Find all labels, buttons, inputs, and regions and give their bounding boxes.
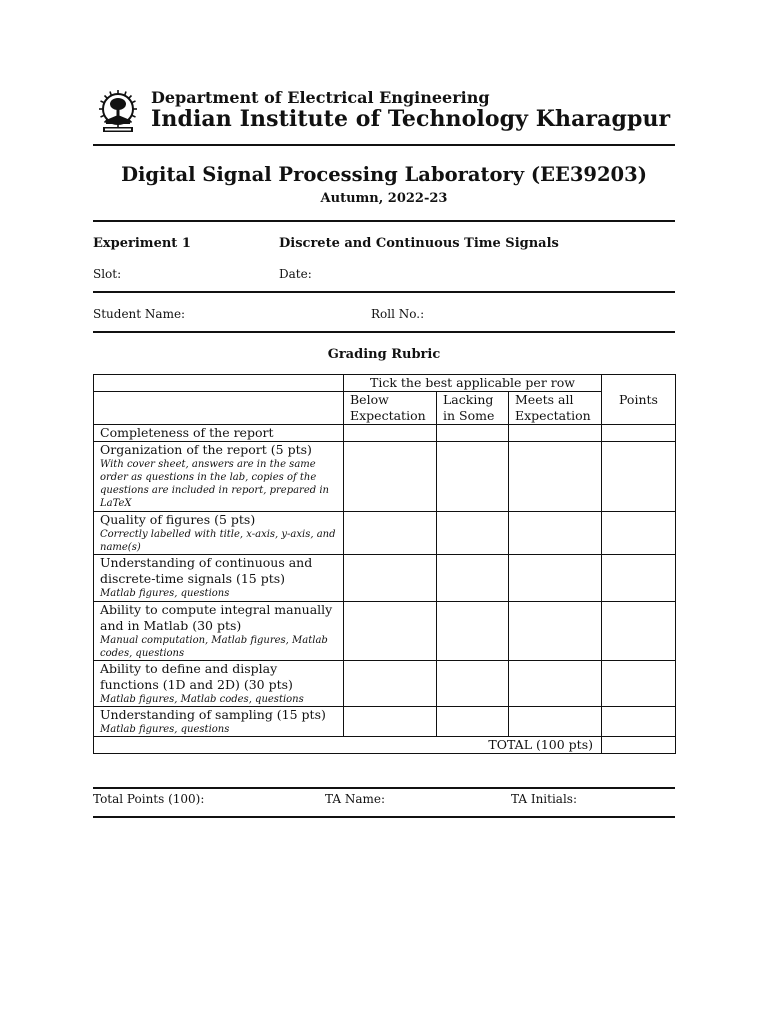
tick-cell-below[interactable] (344, 442, 437, 512)
criterion-description: Manual computation, Matlab figures, Matlab codes, questions (100, 635, 328, 659)
criterion-cell (94, 555, 344, 602)
criterion-title: Ability to compute integral manually and in Matlab (30 pts) (100, 602, 333, 633)
criterion-description: Matlab figures, questions (100, 588, 230, 599)
experiment-label: Experiment 1 (93, 236, 191, 251)
rubric-criterion-row (94, 661, 676, 707)
tick-cell-below[interactable] (344, 707, 437, 737)
criterion-cell (94, 425, 344, 442)
criterion-title: Completeness of the report (100, 425, 274, 440)
criterion-cell (94, 442, 344, 512)
grading-rubric-table (93, 374, 676, 754)
column-header-meets-all-expectation: Meets all Expectation (509, 392, 602, 425)
course-term: Autumn, 2022-23 (320, 191, 448, 206)
criterion-cell (94, 512, 344, 555)
tick-cell-below[interactable] (344, 512, 437, 555)
course-title: Digital Signal Processing Laboratory (EE39203) (121, 163, 647, 186)
tick-cell-lacking[interactable] (437, 602, 509, 661)
tick-cell-lacking[interactable] (437, 425, 509, 442)
criterion-description: With cover sheet, answers are in the same order as questions in the lab, copies of the questions are included in report, prepared in LaTeX (100, 459, 329, 509)
student-name-label: Student Name: (93, 307, 186, 321)
criterion-title: Ability to define and display functions (1D and 2D) (30 pts) (100, 661, 293, 692)
criterion-description: Matlab figures, Matlab codes, questions (100, 694, 304, 705)
empty-header-cell (94, 375, 344, 392)
criterion-title: Organization of the report (5 pts) (100, 442, 312, 457)
points-cell[interactable] (602, 555, 676, 602)
date-label: Date: (279, 267, 312, 281)
divider (93, 787, 675, 789)
rubric-criterion-row (94, 602, 676, 661)
slot-label: Slot: (93, 267, 122, 281)
total-points-label: Total Points (100): (93, 792, 205, 806)
tick-cell-lacking[interactable] (437, 707, 509, 737)
tick-instruction-header: Tick the best applicable per row (344, 375, 602, 392)
tick-cell-below[interactable] (344, 602, 437, 661)
iit-kharagpur-emblem-icon (94, 87, 142, 135)
rubric-title: Grading Rubric (327, 347, 441, 362)
rubric-criterion-row (94, 425, 676, 442)
points-cell[interactable] (602, 425, 676, 442)
tick-cell-below[interactable] (344, 425, 437, 442)
rubric-criterion-row (94, 707, 676, 737)
rubric-criterion-row (94, 555, 676, 602)
points-cell[interactable] (602, 661, 676, 707)
total-points-cell[interactable] (602, 737, 676, 754)
divider (93, 331, 675, 333)
tick-cell-lacking[interactable] (437, 555, 509, 602)
criterion-title: Understanding of sampling (15 pts) (100, 707, 326, 722)
tick-cell-lacking[interactable] (437, 512, 509, 555)
tick-cell-meets[interactable] (509, 512, 602, 555)
criterion-cell (94, 661, 344, 707)
criterion-description: Matlab figures, questions (100, 724, 230, 735)
ta-name-label: TA Name: (325, 792, 386, 806)
rubric-criterion-row (94, 512, 676, 555)
institute-name: Indian Institute of Technology Kharagpur (151, 106, 671, 132)
tick-cell-meets[interactable] (509, 707, 602, 737)
tick-cell-lacking[interactable] (437, 442, 509, 512)
tick-cell-below[interactable] (344, 661, 437, 707)
rubric-criterion-row (94, 442, 676, 512)
tick-cell-meets[interactable] (509, 555, 602, 602)
points-cell[interactable] (602, 512, 676, 555)
rubric-header-row (94, 375, 676, 392)
roll-number-label: Roll No.: (371, 307, 425, 321)
divider (93, 220, 675, 222)
tick-cell-lacking[interactable] (437, 661, 509, 707)
points-cell[interactable] (602, 602, 676, 661)
criterion-cell (94, 707, 344, 737)
criterion-cell (94, 602, 344, 661)
tick-cell-meets[interactable] (509, 442, 602, 512)
column-header-lacking-in-some: Lacking in Some (437, 392, 509, 425)
column-header-below-expectation: Below Expectation (344, 392, 437, 425)
empty-header-cell (94, 392, 344, 425)
criterion-description: Correctly labelled with title, x-axis, y-axis, and name(s) (100, 529, 336, 553)
ta-initials-label: TA Initials: (511, 792, 577, 806)
tick-cell-meets[interactable] (509, 661, 602, 707)
points-cell[interactable] (602, 707, 676, 737)
divider (93, 291, 675, 293)
rubric-header-row (94, 392, 676, 425)
criterion-title: Quality of figures (5 pts) (100, 512, 256, 527)
tick-cell-below[interactable] (344, 555, 437, 602)
experiment-title: Discrete and Continuous Time Signals (279, 236, 559, 251)
criterion-title: Understanding of continuous and discrete-time signals (15 pts) (100, 555, 313, 586)
tick-cell-meets[interactable] (509, 425, 602, 442)
divider (93, 816, 675, 818)
department-name: Department of Electrical Engineering (151, 88, 490, 107)
rubric-total-row (94, 737, 676, 754)
points-cell[interactable] (602, 442, 676, 512)
divider (93, 144, 675, 146)
tick-cell-meets[interactable] (509, 602, 602, 661)
points-header: Points (602, 375, 676, 425)
total-label: TOTAL (100 pts) (94, 737, 602, 754)
